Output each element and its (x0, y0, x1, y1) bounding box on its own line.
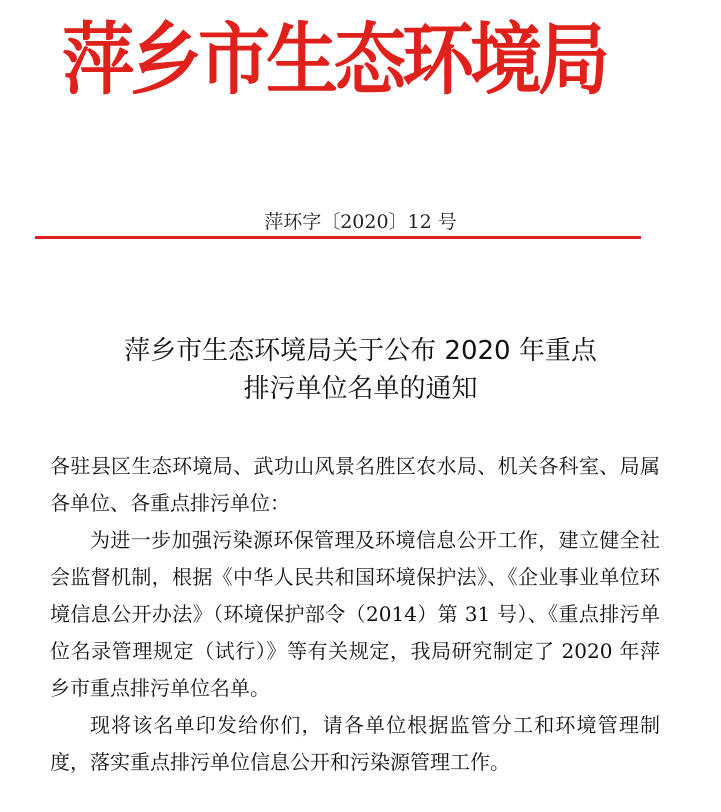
title-line-2: 排污单位名单的通知 (243, 374, 478, 405)
body-paragraph-1: 为进一步加强污染源环保管理及环境信息公开工作，建立健全社会监督机制，根据《中华人民共和国环境保护法》、《企业事业单位环境信息公开办法》（环境保护部令（2014）第 31 号）、《重点排污单位名录管理规定（试行）》等有关规定，我局研究制定了 2020 年萍乡市重点排污单位名单。 (50, 528, 660, 700)
title-line-1: 萍乡市生态环境局关于公布 2020 年重点 (124, 336, 597, 367)
document-title (0, 332, 721, 408)
document-number: 萍环字〔2020〕12 号 (264, 211, 457, 233)
addressees-paragraph: 各驻县区生态环境局、武功山风景名胜区农水局、机关各科室、局属各单位、各重点排污单位： (50, 454, 660, 515)
red-divider-line (35, 236, 641, 239)
document-body (50, 448, 660, 781)
body-paragraph-2: 现将该名单印发给你们，请各单位根据监管分工和环境管理制度，落实重点排污单位信息公开和污染源管理工作。 (50, 713, 660, 774)
agency-letterhead: 萍乡市生态环境局 (62, 13, 607, 106)
